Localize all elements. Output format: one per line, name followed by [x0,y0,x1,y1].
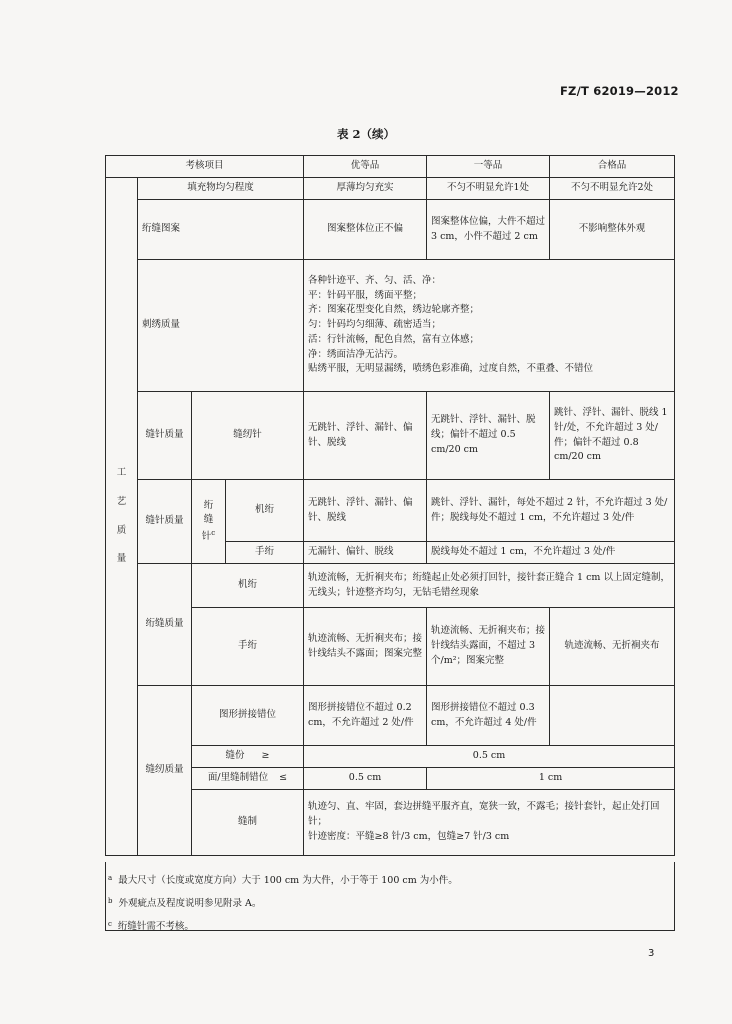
misalign-label-text: 面/里缝制错位 [207,772,269,784]
quilting-hand-first: 轨迹流畅、无折裥夹布；接针线结头露面，不超过 3 个/m²；图案完整 [427,608,550,686]
quilting-hand-qualified: 轨迹流畅、无折裥夹布 [550,608,675,686]
filling-first: 不匀不明显允许1处 [427,178,550,200]
table-header-row [106,156,675,178]
stitch-sewing-first: 无跳针、浮针、漏针、脱线；偏针不超过 0.5 cm/20 cm [427,392,550,480]
page-number: 3 [648,948,655,959]
footnote-b: $^b$ 外观疵点及程度说明参见附录 A。 [108,897,262,909]
seam-label-text: 缝份 [225,750,245,762]
stitch-sewing-label: 缝针质量 [138,392,192,480]
col-header-superior: 优等品 [304,156,427,178]
filling-qualified: 不匀不明显允许2处 [550,178,675,200]
footnote-c: $^c$ 绗缝针需不考核。 [108,920,194,932]
standard-code: FZ/T 62019—2012 [560,84,679,98]
quilting-machine-label: 机绗 [192,564,304,608]
table-row-stitch-sewing [106,392,675,480]
footnotes [108,868,668,937]
sewing-pattern-label: 图形拼接错位 [192,686,304,746]
seam-label [192,746,304,768]
table-row-quilting-hand [106,608,675,686]
stitch-quilt-label: 缝针质量 [138,480,192,564]
stitch-quilt-hand-label: 手绗 [226,542,304,564]
sewing-quality-label: 缝纫质量 [138,686,192,856]
category-label: 工 艺 质 量 [106,178,138,856]
stitch-sewing-qualified: 跳针、浮针、漏针、脱线 1 针/处，不允许超过 3 处/件；偏针不超过 0.8 cm/20 cm [550,392,675,480]
sewing-label: 缝制 [192,790,304,856]
quality-table [105,155,675,856]
sewing-pattern-superior: 图形拼接错位不超过 0.2 cm，不允许超过 2 处/件 [304,686,427,746]
seam-op: ≥ [261,750,270,762]
table-row-seam-allowance [106,746,675,768]
stitch-sewing-sublabel: 缝纫针 [192,392,304,480]
table-row-sewing-pattern [106,686,675,746]
quilting-pattern-first: 图案整体位偏，大件不超过 3 cm，小件不超过 2 cm [427,200,550,260]
stitch-quilt-hand-superior: 无漏针、偏针、脱线 [304,542,427,564]
stitch-quilt-machine-label: 机绗 [226,480,304,542]
table-row-quilting-pattern [106,200,675,260]
embroidery-text: 各种针迹平、齐、匀、活、净： 平：针码平服，绣面平整； 齐：图案花型变化自然，绣边轮廓齐整； 匀：针码均匀细薄、疏密适当； 活：行针流畅，配色自然，富有立体感； 净：绣面洁净无沾污。 贴绣平服，无明显漏绣，喷绣色彩准确，过度自然，不重叠、不错位 [304,260,675,392]
stitch-sewing-superior: 无跳针、浮针、漏针、偏针、脱线 [304,392,427,480]
quilting-hand-label: 手绗 [192,608,304,686]
table-row-quilting-machine [106,564,675,608]
table-row-sewing [106,790,675,856]
quilting-hand-superior: 轨迹流畅、无折裥夹布；接针线结头不露面；图案完整 [304,608,427,686]
filling-superior: 厚薄均匀充实 [304,178,427,200]
stitch-quilt-machine-rest: 跳针、浮针、漏针，每处不超过 2 针，不允许超过 3 处/件；脱线每处不超过 1 cm，不允许超过 3 处/件 [427,480,675,542]
col-header-first: 一等品 [427,156,550,178]
misalign-rest: 1 cm [427,768,675,790]
stitch-quilt-sublabel: 绗 缝 针$^c$ [192,480,226,564]
col-header-item: 考核项目 [106,156,304,178]
seam-value: 0.5 cm [304,746,675,768]
stitch-quilt-hand-rest: 脱线每处不超过 1 cm，不允许超过 3 处/件 [427,542,675,564]
footnote-a: $^a$ 最大尺寸（长度或宽度方向）大于 100 cm 为大件，小于等于 100 cm 为小件。 [108,874,458,886]
table-row-stitch-quilt-machine [106,480,675,542]
table-row-misalignment [106,768,675,790]
quilting-pattern-label: 绗缝图案 [138,200,304,260]
misalign-superior: 0.5 cm [304,768,427,790]
misalign-label [192,768,304,790]
filling-label: 填充物均匀程度 [138,178,304,200]
quilting-pattern-qualified: 不影响整体外观 [550,200,675,260]
quilting-quality-label: 绗缝质量 [138,564,192,686]
table-row-embroidery [106,260,675,392]
quilting-pattern-superior: 图案整体位正不偏 [304,200,427,260]
stitch-quilt-machine-superior: 无跳针、浮针、漏针、偏针、脱线 [304,480,427,542]
col-header-qualified: 合格品 [550,156,675,178]
quilting-machine-text: 轨迹流畅，无折裥夹布；绗缝起止处必须打回针，接针套正缝合 1 cm 以上固定缝制，无线头；针迹整齐均匀，无钻毛错丝现象 [304,564,675,608]
table-row-filling [106,178,675,200]
sewing-pattern-qualified [550,686,675,746]
sewing-text: 轨迹匀、直、牢固，套边拼缝平服齐直，宽狭一致，不露毛；接针套针，起止处打回针； 针迹密度：平缝≥8 针/3 cm，包缝≥7 针/3 cm [304,790,675,856]
table-title: 表 2（续） [336,127,395,141]
misalign-op: ≤ [279,772,288,784]
embroidery-label: 刺绣质量 [138,260,304,392]
sewing-pattern-first: 图形拼接错位不超过 0.3 cm，不允许超过 4 处/件 [427,686,550,746]
